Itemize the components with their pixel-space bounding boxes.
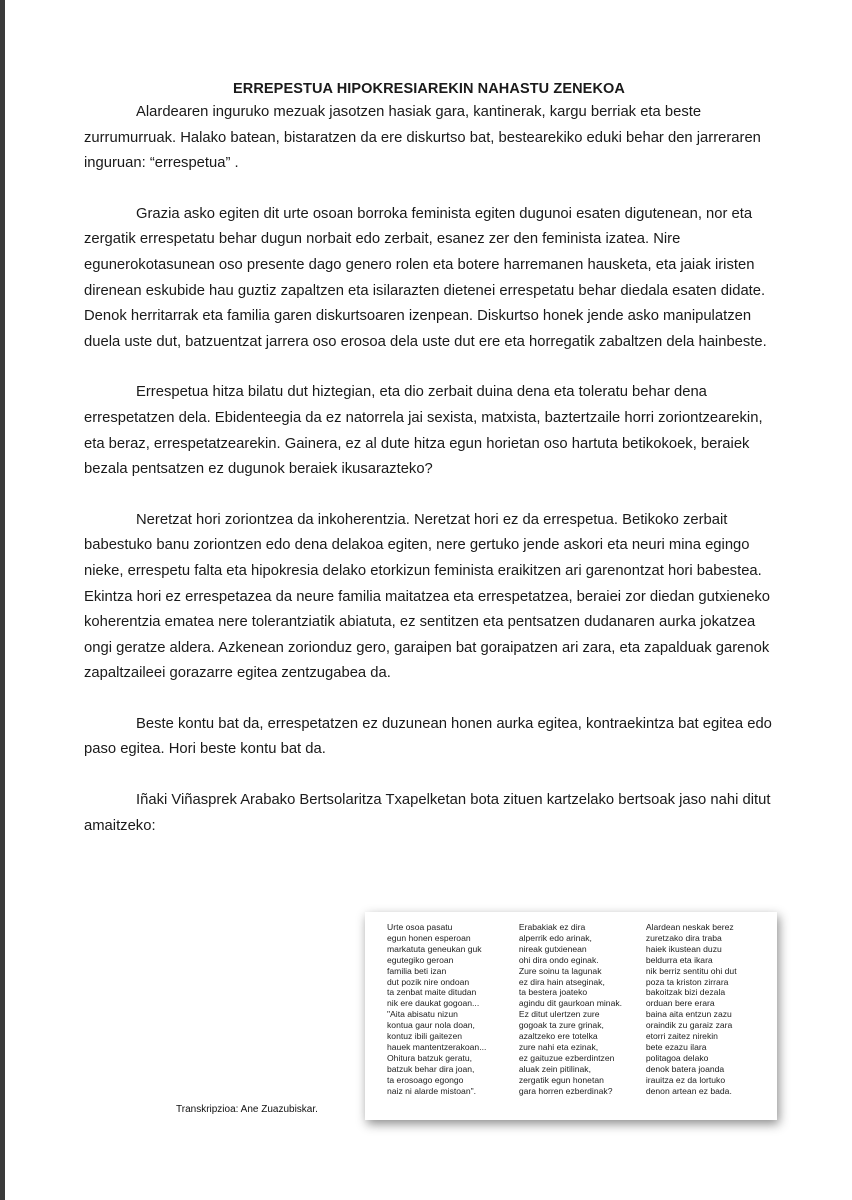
verse-line: aluak zein pitilinak, [518,1063,591,1074]
verse-line: egun honen esperoan [387,932,471,943]
verse-line: egutegiko geroan [387,954,454,965]
verse-line: ta erosoago egongo [387,1074,464,1085]
verse-line: markatuta geneukan guk [387,943,482,954]
verse-line: zuretzako dira traba [645,932,722,943]
verse-line: gogoak ta zure grinak, [518,1020,604,1031]
verse-line: nireak gutxienean [518,943,587,954]
verse-line: baina aita entzun zazu [645,1009,732,1020]
verse-line: naiz ni alarde mistoan". [387,1085,477,1096]
verse-line: ez gaituzue ezberdintzen [518,1052,615,1063]
verse-line: ta zenbat maite ditudan [387,987,477,998]
verse-line: ta bestera joateko [518,987,588,998]
paragraph-4: Neretzat hori zoriontzea da inkoherentzia. Neretzat hori ez da errespetua. Betikoko zerbait babestuko banu zoriontzen edo dena delakoa egiten, nere gertuko jende askori eta neuri mina egingo nieke, errespetu falta eta hipokresia delako etorkizun feminista eraikitzen ari garenontzat hori babestea. Ekintza hori ez errespetazea da neure familia maitatzea eta errespetatzea, beraiei zor diedan gutxieneko koherentzia ematea nere tolerantziatik abiatuta, ez sentitzen eta pentsatzen dudanaren aurka jokatzea ongi geratze aldera. Azkenean zorionduz gero, garaipen bat goraipatzen ari zara, eta zapalduak garenok zapaltzaileei gorazarre egitea zentzugabea da. [84,511,770,682]
verse-line: zure nahi eta ezinak, [518,1041,599,1052]
paragraph-3: Errespetua hitza bilatu dut hiztegian, eta dio zerbait duina dena eta toleratu behar dena errespetatzen dela. Ebidenteegia da ez natorrela jai sexista, matxista, baztertzaile horri zoriontzearekin, eta beraz, errespetatzearekin. Gainera, ez al dute hitza egun horietan oso hartuta betikokoek, beraiek bezala pentsatzen ez dugunok beraiek ikusarazteko? [84,384,763,478]
verse-line: Ohitura batzuk geratu, [387,1052,473,1063]
verse-line: haiek ikustean duzu [645,943,722,954]
verse-line: Erabakiak ez dira [518,922,586,932]
document-body [84,78,774,839]
verse-line: orduan bere erara [645,998,715,1009]
transcription-caption: Transkripzioa: Ane Zuazubiskar. [176,1104,318,1115]
verse-line: ohi dira ondo eginak. [518,954,599,965]
verse-line: gara horren ezberdinak? [518,1085,613,1096]
verse-column-1 [387,922,519,1114]
verse-line: ez dira hain atseginak, [518,976,605,987]
verse-line: oraindik zu garaiz zara [645,1020,733,1031]
verse-line: denok batera joanda [645,1063,725,1074]
document-title: ERREPESTUA HIPOKRESIAREKIN NAHASTU ZENEKOA [233,81,625,97]
verse-line: hauek mantentzerakoan... [387,1041,487,1052]
verse-line: Urte osoa pasatu [387,922,453,932]
verse-line: beldurra eta ikara [645,954,713,965]
paragraph-5: Beste kontu bat da, errespetatzen ez duzunean honen aurka egitea, kontraekintza bat egitea edo paso egitea. Hori beste kontu bat da. [84,715,772,758]
verse-line: irauitza ez da lortuko [645,1074,726,1085]
verse-line: azaltzeko ere totelka [518,1031,598,1042]
verse-line: familia beti izan [387,965,447,976]
verse-line: "Aita abisatu nizun [387,1009,458,1020]
verse-line: alperrik edo arinak, [518,932,592,943]
verse-line: etorri zaitez nirekin [645,1031,718,1042]
paragraph-1: Alardearen inguruko mezuak jasotzen hasiak gara, kantinerak, kargu berriak eta beste zurrumurruak. Halako batean, bistaratzen da ere diskurtso bat, bestearekiko eduki behar den jarreraren inguruan: “errespetua” . [84,104,761,172]
verse-line: bakoitzak bizi dezala [645,987,726,998]
verse-line: kontua gaur nola doan, [387,1020,475,1031]
verses-image [365,912,777,1120]
verse-column-2 [519,922,646,1114]
verse-line: batzuk behar dira joan, [387,1063,475,1074]
verse-line: Zure soinu ta lagunak [518,965,602,976]
verse-line: bete ezazu ilara [645,1041,707,1052]
verse-line: zergatik egun honetan [518,1074,604,1085]
paragraph-2: Grazia asko egiten dit urte osoan borroka feminista egiten dugunoi esaten digutenean, nor eta zergatik errespetatu behar dugun norbait edo zerbait, esanez zer den feminista izatea. Nire egunerokotasunean oso presente dago genero rolen eta botere harremanen hausketa, eta jaiak iristen direnean eskubide hau guztiz zapaltzen eta isilarazten dietenei errespetatu behar diedala esaten didate. Denok herritarrak eta familia garen diskurtsoaren izenpean. Diskurtso honek jende asko manipulatzen duela uste dut, batzuentzat jarrera oso erosoa dela uste dut ere eta horregatik zabaltzen dela hainbeste. [84,205,767,350]
verse-line: dut pozik nire ondoan [387,976,470,987]
verse-line: agindu dit gaurkoan minak. [518,998,623,1009]
verse-line: Ez ditut ulertzen zure [518,1009,600,1020]
verse-line: Alardean neskak berez [645,922,734,932]
verse-line: poza ta kriston zirrara [645,976,729,987]
page-edge [0,0,5,1200]
verse-line: nik berriz sentitu ohi dut [645,965,737,976]
verse-line: politagoa delako [645,1052,709,1063]
paragraph-6: Iñaki Viñasprek Arabako Bertsolaritza Txapelketan bota zituen kartzelako bertsoak jaso nahi ditut amaitzeko: [84,792,771,834]
verse-column-3 [646,922,767,1114]
verse-line: kontuz ibili gaitezen [387,1031,463,1042]
verse-line: denon artean ez bada. [645,1085,732,1096]
verse-line: nik ere daukat gogoan... [387,998,480,1009]
